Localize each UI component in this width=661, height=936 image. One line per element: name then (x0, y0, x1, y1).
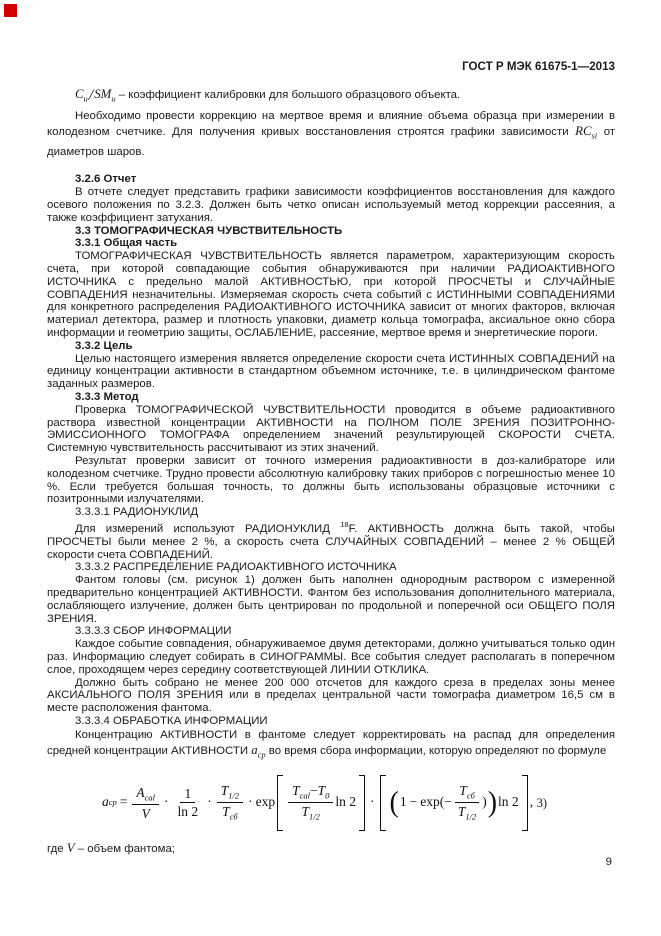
heading-3-3-2: 3.3.2 Цель (75, 339, 133, 352)
heading-3-2-6: 3.2.6 Отчет (75, 173, 137, 186)
fraction-tsb-t12 (454, 783, 480, 822)
left-square-bracket (380, 775, 386, 831)
formula-3-block (47, 775, 615, 831)
math-subscript: ср (108, 797, 117, 808)
right-square-bracket (359, 775, 365, 831)
math-token: a (102, 794, 109, 810)
page-number: 9 (605, 856, 612, 868)
math-token: SM (94, 87, 112, 101)
paragraph-report: В отчете следует представить графики зависимости коэффициентов восстановления для каждого осевого положения по 3.2.3. Должен быть четко описан используемый метод коррекции рассеяния, а также коэффициент затухания. (47, 186, 615, 224)
equation-number: 3) (536, 795, 547, 810)
definition-text: – коэффициент калибровки для большого образцового объекта. (115, 89, 461, 101)
paragraph-general: ТОМОГРАФИЧЕСКАЯ ЧУВСТВИТЕЛЬНОСТЬ является параметром, характеризующим скорость счета, при которой совпадающие события обнаруживаются при наличии РАДИОАКТИВНОГО ИСТОЧНИКА с предельно малой АКТИВНОСТЬЮ, при которой ПРОСЧЕТЫ и СЛУЧАЙНЫЕ СОВПАДЕНИЯ незначительны. Измеряемая скорость счета событий с ИСТИННЫМИ СОВПАДЕНИЯМИ для конкретного распределения РАДИОАКТИВНОГО ИСТОЧНИКА зависит от многих факторов, включая материал детектора, размер и плотность упаковки, диаметр кольца томографа, аксиальное окно сбора информации и геометрию защиты, ОСЛАБЛЕНИЕ, рассеяние, мертвое время и энергетические пороги. (47, 250, 615, 340)
paragraph-text: Для измерений используют РАДИОНУКЛИД (75, 523, 341, 535)
numerator: $T_{сб}$ (455, 783, 478, 803)
heading-3-3: 3.3 ТОМОГРАФИЧЕСКАЯ ЧУВСТВИТЕЛЬНОСТЬ (75, 224, 343, 237)
denominator: $T_{сб}$ (222, 804, 238, 822)
paragraph-recovery-curves (47, 109, 615, 161)
numerator: $T_{cal}-T_0$ (288, 783, 333, 803)
paragraph-source-distribution: Фантом головы (см. рисунок 1) должен быть наполнен однородным раствором с измеренной предварительно концентрацией АКТИВНОСТИ. Фантом без использования дополнительного материала, ослабляющего излучение, должен быть центрирован по продольной и поперечной оси ОБЩЕГО ПОЛЯ ЗРЕНИЯ. (47, 574, 615, 625)
left-square-bracket (277, 775, 283, 831)
paragraph-method-2: Результат проверки зависит от точного измерения радиоактивности в доз-калибраторе или колодезном счетчике. Трудно провести абсолютную калибровку таких приборов с погрешностью менее 10 %. Если требуется большая точность, то должны быть использованы образцовые источники с позитронными излучателями. (47, 455, 615, 506)
math-subscript: si (591, 130, 598, 141)
math-token: / (88, 87, 94, 104)
paragraph-text: Необходимо провести коррекцию на мертвое время и влияние объема образца при измерении в колодезном счетчике. Для получения кривых восстановления строятся графики зависимости (47, 109, 615, 139)
ln2-token: ln 2 (498, 794, 519, 810)
ln2-token: ln 2 (335, 794, 357, 810)
formula-rc-si (575, 124, 598, 141)
heading-3-3-3-2: 3.3.3.2 РАСПРЕДЕЛЕНИЕ РАДИОАКТИВНОГО ИСТОЧНИКА (75, 561, 397, 574)
denominator: V (141, 805, 150, 821)
math-operator: · (207, 794, 212, 810)
math-operator: = (119, 794, 128, 810)
exp-token: exp (255, 794, 276, 810)
paragraph-text: Концентрацию АКТИВНОСТИ в фантоме следует корректировать на распад для определения средней концентрации АКТИВНОСТИ (47, 728, 615, 757)
red-corner-marker (4, 4, 17, 17)
where-clause (47, 842, 615, 856)
heading-3-3-3: 3.3.3 Метод (75, 391, 139, 404)
paragraph-acquisition-1: Каждое событие совпадения, обнаруживаемое двумя детекторами, должно учитываться только один раз. Информацию следует собирать в СИНОГРАММЫ. Все события следует располагать в поперечном слое, проходящем через середину соответствующей ЛИНИИ ОТКЛИКА. (47, 638, 615, 676)
math-subscript: u (111, 93, 116, 104)
fraction-tcal-t0 (288, 783, 333, 822)
numerator: $A_{cal}$ (132, 785, 159, 805)
paragraph-method-1: Проверка ТОМОГРАФИЧЕСКОЙ ЧУВСТВИТЕЛЬНОСТИ проводится в объеме радиоактивного раствора известной концентрации АКТИВНОСТИ на ПОЛНОМ ПОЛЕ ЗРЕНИЯ ПОЗИТРОННО-ЭМИССИОННОГО ТОМОГРАФА определением значений результирующей СКОРОСТИ СЧЕТА. Системную чувствительность рассчитывают из этих значений. (47, 403, 615, 455)
heading-3-3-1: 3.3.1 Общая часть (75, 237, 178, 250)
math-operator: · (164, 794, 169, 810)
heading-3-3-3-4: 3.3.3.4 ОБРАБОТКА ИНФОРМАЦИИ (75, 714, 268, 727)
fraction-t12-tsb (217, 783, 243, 822)
bracket-group-exp (277, 775, 365, 831)
paragraph-text: от диаметров шаров. (47, 126, 615, 158)
math-token: RC (575, 124, 592, 139)
numerator: $T_{1/2}$ (217, 783, 243, 803)
paragraph-purpose: Целью настоящего измерения является определение скорости счета ИСТИННЫХ СОВПАДЕНИЙ на единицу концентрации активности в стандартном объемном источнике, т.е. в цилиндрическом фантоме заданных размеров. (47, 352, 615, 391)
one-token: 1 (399, 794, 407, 810)
volume-symbol: V (66, 840, 75, 855)
formula-cu-smu (75, 87, 116, 104)
comma-token: , (529, 794, 534, 810)
bracket-group-decay (380, 775, 528, 831)
where-lead: где (47, 842, 67, 855)
paragraph-text: во время сбора информации, которую определяют по формуле (265, 744, 607, 757)
fraction-acal-v (132, 785, 159, 821)
math-subscript: ср (257, 749, 266, 760)
paragraph-acquisition-2: Должно быть собрано не менее 200 000 отсчетов для каждого среза в пределах зоны менее АКСИАЛЬНОГО ПОЛЯ ЗРЕНИЯ или в пределах центральной части томографа диаметром 16,5 см в месте расположения фантома. (47, 676, 615, 715)
formula-a-avg (251, 742, 266, 760)
math-subscript: u (83, 93, 88, 104)
big-close-paren: ) (487, 785, 498, 819)
math-token: C (75, 87, 84, 101)
right-square-bracket (522, 775, 528, 831)
denominator: $T_{1/2}$ (301, 804, 320, 822)
math-operator: · (370, 794, 375, 810)
standard-code-header: ГОСТ Р МЭК 61675-1—2013 (462, 60, 615, 73)
denominator: $T_{1/2}$ (457, 804, 477, 822)
denominator: ln 2 (177, 804, 199, 820)
heading-3-3-3-1: 3.3.3.1 РАДИОНУКЛИД (75, 506, 199, 519)
math-token: a (251, 742, 258, 757)
isotope-superscript: 18 (340, 520, 349, 529)
formula-3 (102, 775, 533, 831)
where-text: – объем фантома; (74, 842, 175, 855)
close-paren-token: ) (482, 794, 487, 810)
math-operator: − (409, 794, 418, 810)
big-open-paren: ( (389, 785, 399, 819)
paragraph-radionuclide (47, 519, 615, 561)
page-content (47, 60, 615, 856)
calibration-definition-line (47, 84, 615, 109)
paragraph-processing (47, 728, 615, 763)
heading-3-3-3-3: 3.3.3.3 СБОР ИНФОРМАЦИИ (75, 625, 232, 638)
numerator: 1 (180, 786, 195, 803)
fraction-1-ln2 (174, 786, 203, 819)
paragraph-text: F. АКТИВНОСТЬ должна быть такой, чтобы ПРОСЧЕТЫ были менее 2 %, а скорость счета СЛУЧАЙНЫХ СОВПАДЕНИЙ – менее 2 % ОБЩЕЙ скорости счета СОВПАДЕНИЙ. (47, 523, 615, 561)
math-operator: · (248, 794, 253, 810)
exp-open-token: exp(− (420, 794, 452, 810)
